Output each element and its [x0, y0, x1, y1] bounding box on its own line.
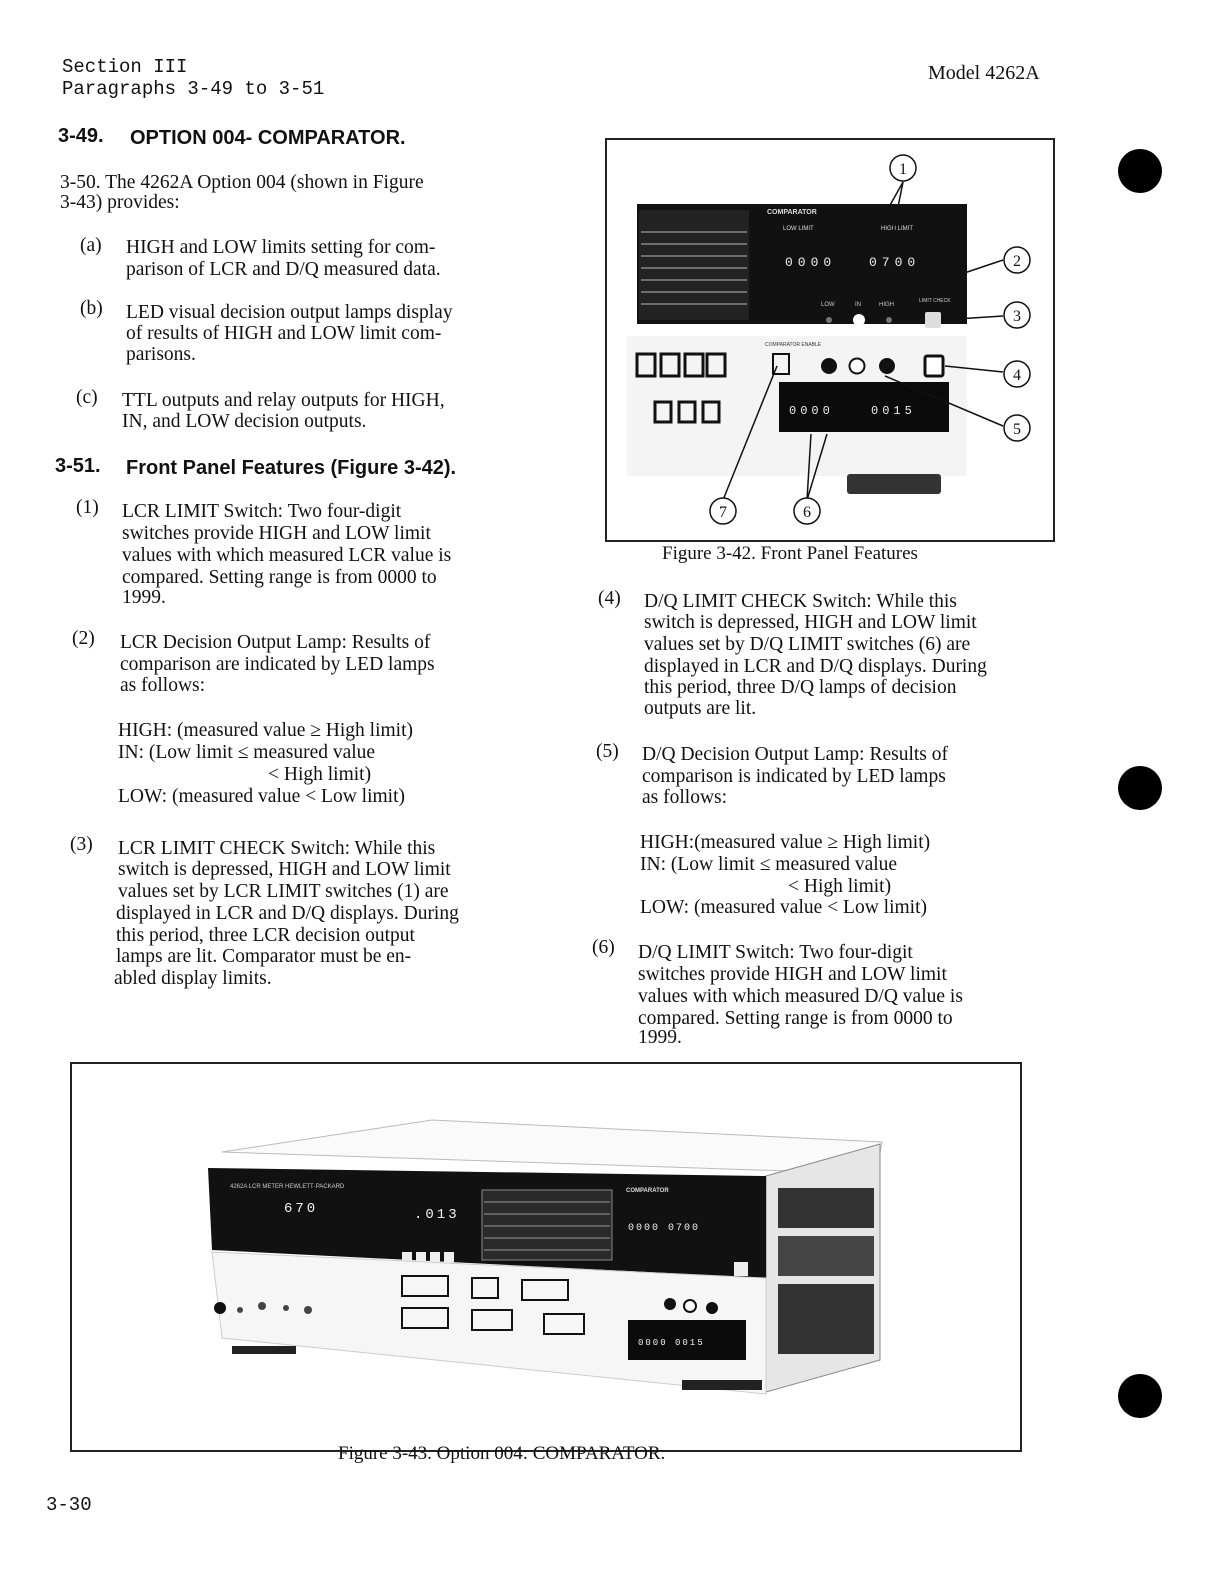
lcr-low-condition: LOW: (measured value < Low limit)	[118, 786, 405, 807]
item-5-label: (5)	[596, 741, 619, 762]
dq-low-condition: LOW: (measured value < Low limit)	[640, 897, 927, 918]
page-number: 3-30	[46, 1494, 92, 1516]
panel-limit-check-label: LIMIT CHECK	[919, 298, 951, 304]
section-label: Section III	[62, 56, 188, 78]
callout-1: 1	[899, 161, 907, 178]
item-1-line-2: switches provide HIGH and LOW limit	[122, 523, 431, 544]
model-label: Model 4262A	[928, 62, 1040, 84]
dq-low-limit-digits[interactable]: 0000	[789, 404, 834, 418]
lcr-high-condition: HIGH: (measured value ≥ High limit)	[118, 720, 414, 741]
panel-lamp-high: HIGH	[879, 302, 894, 308]
dq-low-lamp	[821, 358, 837, 374]
item-4-line-2: switch is depressed, HIGH and LOW limit	[644, 612, 977, 633]
binder-hole-top	[1118, 149, 1162, 193]
panel-lamp-low: LOW	[821, 302, 835, 308]
item-1-line-4: compared. Setting range is from 0000 to	[122, 567, 437, 588]
item-b-line-1: LED visual decision output lamps display	[126, 302, 453, 323]
item-a-line-1: HIGH and LOW limits setting for com-	[126, 237, 436, 258]
item-1-line-3: values with which measured LCR value is	[122, 545, 452, 566]
item-2-line-2: comparison are indicated by LED lamps	[120, 654, 435, 675]
item-3-line-6: lamps are lit. Comparator must be en-	[116, 946, 412, 967]
instrument-lcr-limit-digits: 0000 0700	[628, 1223, 701, 1234]
item-6-line-5: 1999.	[638, 1027, 682, 1048]
panel-lamp-in: IN	[855, 302, 861, 308]
item-2-line-1: LCR Decision Output Lamp: Results of	[120, 632, 431, 653]
item-1-line-1: LCR LIMIT Switch: Two four-digit	[122, 501, 402, 522]
heading-349-title: OPTION 004- COMPARATOR.	[130, 127, 406, 149]
callout-7: 7	[719, 504, 727, 521]
item-4-line-5: this period, three D/Q lamps of decision	[644, 677, 957, 698]
item-6-line-4: compared. Setting range is from 0000 to	[638, 1008, 953, 1029]
dq-reading: .013	[414, 1207, 460, 1223]
item-a-line-2: parison of LCR and D/Q measured data.	[126, 259, 441, 280]
item-b-line-2: of results of HIGH and LOW limit com-	[126, 323, 442, 344]
item-1-label: (1)	[76, 497, 99, 518]
item-4-line-3: values set by D/Q LIMIT switches (6) are	[644, 634, 971, 655]
heading-349-number: 3-49.	[58, 125, 104, 147]
lcr-limit-check-button[interactable]	[925, 312, 941, 328]
item-3-label: (3)	[70, 834, 93, 855]
item-6-line-1: D/Q LIMIT Switch: Two four-digit	[638, 942, 913, 963]
item-b-line-3: parisons.	[126, 344, 196, 365]
panel-high-limit-label: HIGH LIMIT	[881, 226, 914, 232]
panel-low-limit-label: LOW LIMIT	[783, 226, 814, 232]
item-b-label: (b)	[80, 298, 103, 319]
item-6-label: (6)	[592, 937, 615, 958]
heading-351-title: Front Panel Features (Figure 3-42).	[126, 457, 457, 479]
item-5-line-2: comparison is indicated by LED lamps	[642, 766, 946, 787]
dq-in-lamp	[850, 359, 865, 374]
instrument-comparator-label: COMPARATOR	[626, 1188, 669, 1194]
callout-3: 3	[1013, 308, 1021, 325]
item-3-line-1: LCR LIMIT CHECK Switch: While this	[118, 838, 436, 859]
instrument-photo	[72, 1064, 1020, 1450]
instrument-brand: 4262A LCR METER HEWLETT·PACKARD	[230, 1184, 345, 1190]
figure-3-42-frame	[605, 138, 1055, 542]
dq-in-condition: IN: (Low limit ≤ measured value	[640, 854, 898, 875]
item-3-line-2: switch is depressed, HIGH and LOW limit	[118, 859, 451, 880]
item-4-line-4: displayed in LCR and D/Q displays. During	[644, 656, 987, 677]
item-1-line-5: 1999.	[122, 587, 166, 608]
comparator-enable-label: COMPARATOR ENABLE	[765, 342, 822, 348]
dq-high-lamp	[879, 358, 895, 374]
figure-3-43-frame	[70, 1062, 1022, 1452]
item-c-line-1: TTL outputs and relay outputs for HIGH,	[122, 390, 445, 411]
item-6-line-3: values with which measured D/Q value is	[638, 986, 963, 1007]
lcr-in-condition: IN: (Low limit ≤ measured value	[118, 742, 376, 763]
para-350-line-1: 3-50. The 4262A Option 004 (shown in Figure	[60, 172, 424, 193]
paragraphs-label: Paragraphs 3-49 to 3-51	[62, 78, 325, 100]
panel-comparator-label: COMPARATOR	[767, 209, 817, 216]
item-5-line-3: as follows:	[642, 787, 728, 808]
heading-351-number: 3-51.	[55, 455, 101, 477]
dq-limit-check-button[interactable]	[925, 356, 943, 376]
lcr-low-limit-digits[interactable]: 0000	[785, 255, 837, 270]
callout-6: 6	[803, 504, 811, 521]
item-3-line-7: abled display limits.	[114, 968, 272, 989]
item-a-label: (a)	[80, 235, 102, 256]
callout-2: 2	[1013, 253, 1021, 270]
lcr-reading: 670	[284, 1201, 319, 1217]
instrument-dq-limit-digits: 0000 0015	[638, 1338, 705, 1348]
lcr-high-limit-digits[interactable]: 0700	[869, 255, 921, 270]
item-4-label: (4)	[598, 588, 621, 609]
callout-5: 5	[1013, 421, 1021, 438]
callout-4: 4	[1013, 367, 1021, 384]
dq-in-condition-2: < High limit)	[788, 876, 892, 897]
item-4-line-6: outputs are lit.	[644, 698, 757, 719]
lcr-in-condition-2: < High limit)	[268, 764, 372, 785]
front-panel-photo	[607, 140, 1053, 540]
item-5-line-1: D/Q Decision Output Lamp: Results of	[642, 744, 949, 765]
dq-high-condition: HIGH:(measured value ≥ High limit)	[640, 832, 931, 853]
lcr-in-lamp	[853, 314, 865, 326]
item-6-line-2: switches provide HIGH and LOW limit	[638, 964, 947, 985]
item-3-line-3: values set by LCR LIMIT switches (1) are	[118, 881, 449, 902]
item-3-line-4: displayed in LCR and D/Q displays. During	[116, 903, 459, 924]
item-2-line-3: as follows:	[120, 675, 206, 696]
item-2-label: (2)	[72, 628, 95, 649]
item-c-line-2: IN, and LOW decision outputs.	[122, 411, 367, 432]
item-c-label: (c)	[76, 387, 98, 408]
figure-3-43-caption: Figure 3-43. Option 004: COMPARATOR.	[338, 1443, 666, 1464]
binder-hole-bottom	[1118, 1374, 1162, 1418]
figure-3-42-caption: Figure 3-42. Front Panel Features	[662, 543, 918, 564]
item-4-line-1: D/Q LIMIT CHECK Switch: While this	[644, 591, 957, 612]
dq-high-limit-digits[interactable]: 0015	[871, 404, 916, 418]
item-3-line-5: this period, three LCR decision output	[116, 925, 415, 946]
binder-hole-middle	[1118, 766, 1162, 810]
para-350-line-2: 3-43) provides:	[60, 192, 180, 213]
